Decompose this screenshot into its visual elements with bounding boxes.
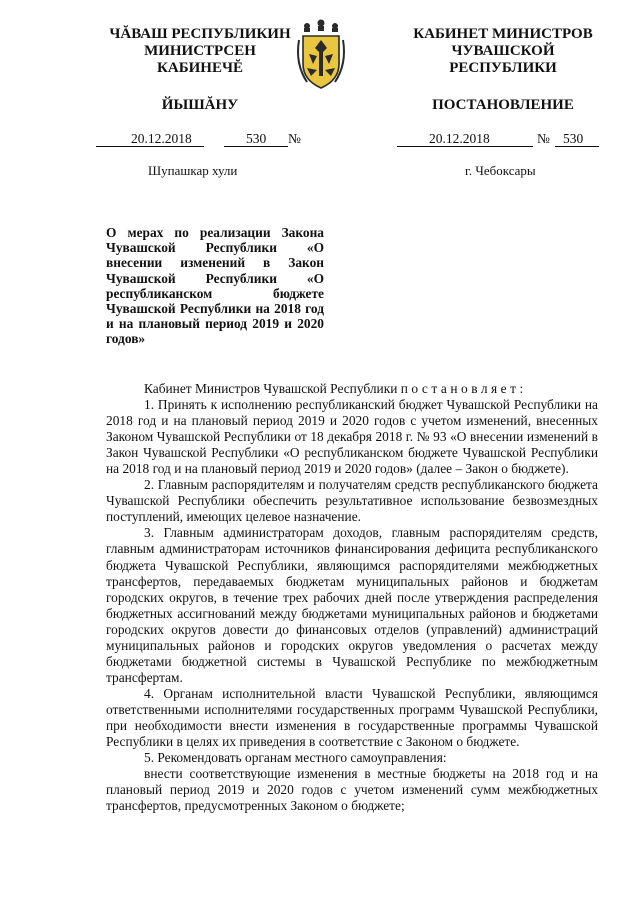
paragraph-4: 4. Органам исполнительной власти Чувашской Республики, являющимся ответственными исполнителями государственных программ Чувашской Республики, при необходимости внести изменения в государственные программы Чувашской Республики в целях их приведения в соответствие с Законом о бюджете. [106,685,598,750]
city-right: г. Чебоксары [465,163,536,178]
date-right: 20.12.2018 [429,131,490,146]
header-left-line2: МИНИСТРСЕН КАБИНЕЧĔ [144,43,256,76]
intro-paragraph [106,381,598,397]
header-left-line1: ЧĂВАШ РЕСПУБЛИКИН [109,26,291,42]
number-left: 530 [246,131,267,146]
number-sign-left: № [288,131,301,146]
document-title: О мерах по реализации Закона Чувашской Республики «О внесении изменений в Закон Чувашской Республики «О республиканском бюджете Чувашской Республики на 2018 год и на плановый период 2019 и 2020 годов» [106,225,324,347]
header-right-line2: ЧУВАШСКОЙ РЕСПУБЛИКИ [449,43,557,76]
doc-type-left: ЙЫШĂНУ [161,97,239,113]
date-line-right [397,131,607,149]
city-left: Шупашкар хули [148,163,238,178]
paragraph-5-sub: внести соответствующие изменения в местные бюджеты на 2018 год и на плановый период 2019 и 2020 годов с учетом изменений сумм межбюджетных трансфертов, предусмотренных Законом о бюджете; [106,766,598,814]
number-right: 530 [563,131,584,146]
paragraph-5: 5. Рекомендовать органам местного самоуправления: [144,750,447,766]
header-left [100,26,300,77]
header-right [403,26,603,77]
header-right-line1: КАБИНЕТ МИНИСТРОВ [413,26,593,42]
date-left: 20.12.2018 [131,131,192,146]
paragraph-2: 2. Главным распорядителям и получателям средств республиканского бюджета Чувашской Республики обеспечить результативное использование безвозмездных поступлений, имеющих целевое назначение. [106,477,598,525]
paragraph-3: 3. Главным администраторам доходов, главным распорядителям средств, главным администраторам источников финансирования дефицита республиканского бюджета Чувашской Республики, являющимся распорядителями межбюджетных трансфертов, передаваемых бюджетам муниципальных районов и бюджетам городских округов, в течение трех рабочих дней после утверждения распределения бюджетных ассигнований между бюджетами муниципальных районов и бюджетами городских округов довести до финансовых отделов (управлений) администраций муниципальных районов и городских округов уведомления о расчетах между бюджетами бюджетной системы в Чувашской Республике по межбюджетным трансфертам. [106,525,598,685]
chuvash-coat-of-arms-icon [293,18,349,92]
document-body [106,381,598,814]
intro-prefix: Кабинет Министров Чувашской Республики [144,381,398,396]
date-line-left [96,131,316,149]
paragraph-1: 1. Принять к исполнению республиканский бюджет Чувашской Республики на 2018 год и на плановый период 2019 и 2020 годов с учетом изменений, внесенных Законом Чувашской Республики от 18 декабря 2018 г. № 93 «О внесении изменений в Закон Чувашской Республики «О республиканском бюджете Чувашской Республики на 2018 год и на плановый период 2019 и 2020 годов» (далее – Закон о бюджете). [106,397,598,477]
number-sign-right: № [537,131,550,146]
doc-type-right: ПОСТАНОВЛЕНИЕ [432,97,574,113]
intro-verb: постановляет: [400,381,527,396]
